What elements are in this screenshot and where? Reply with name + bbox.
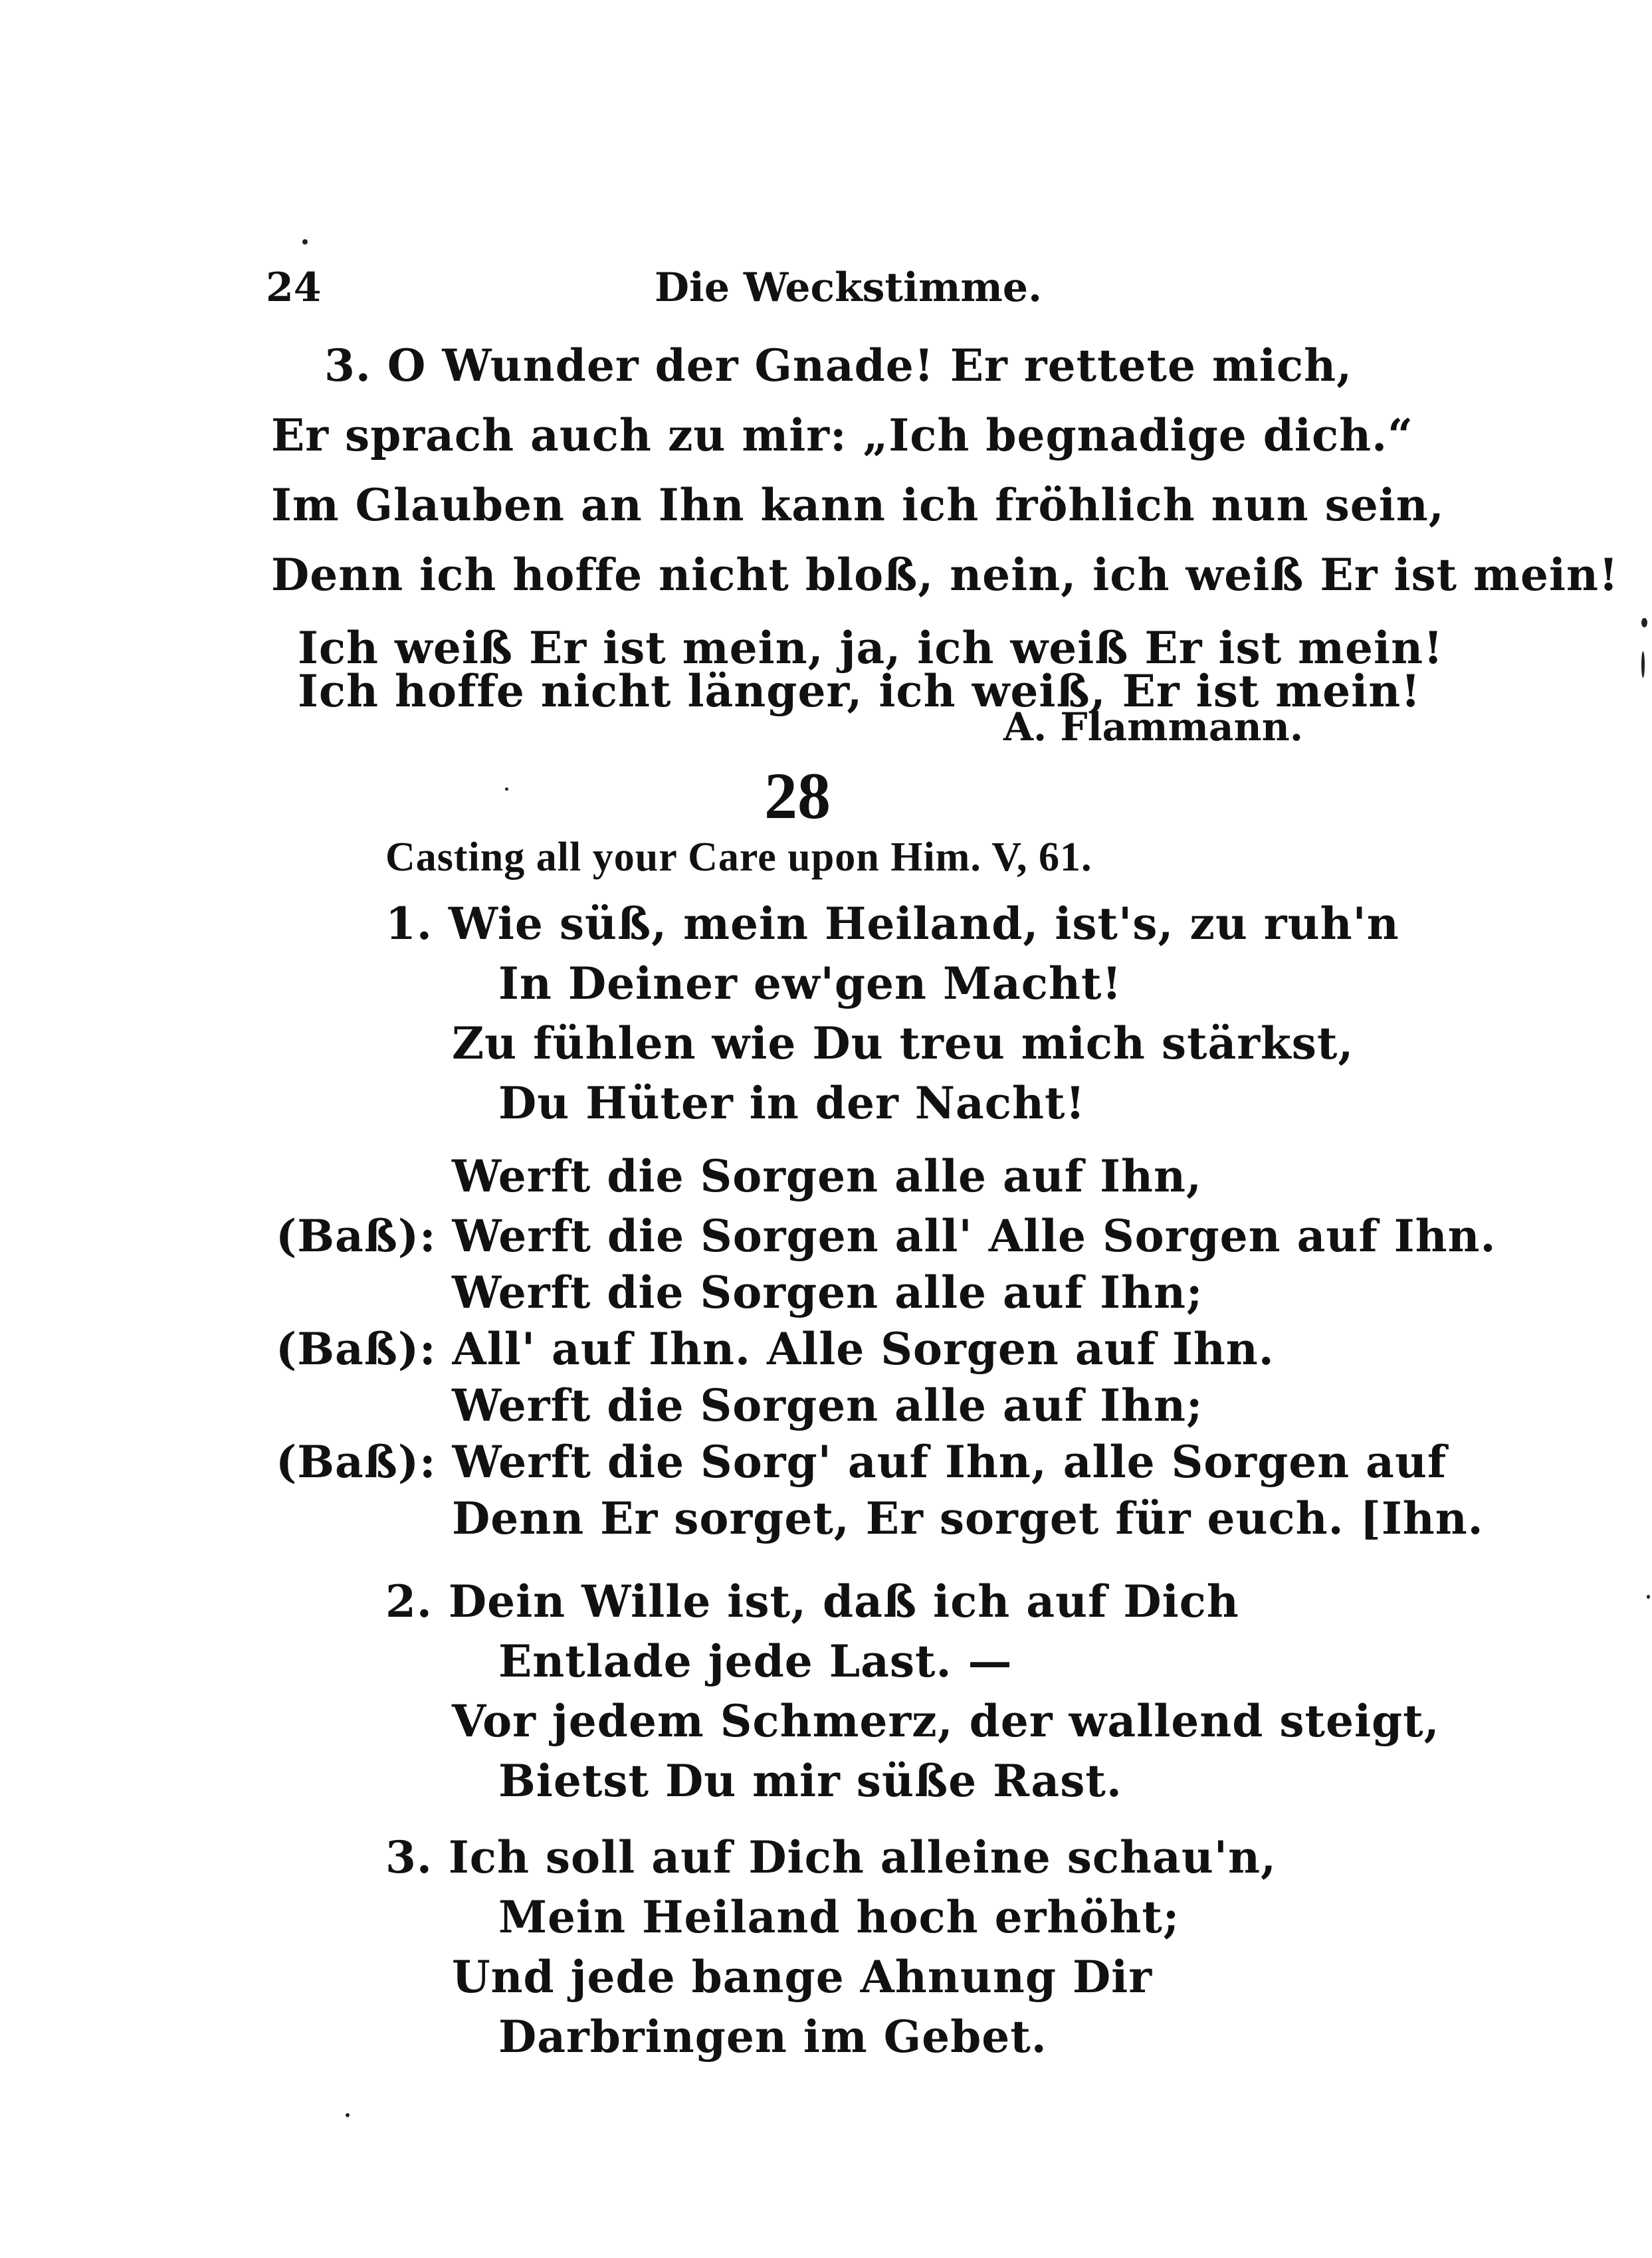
print-speck <box>1641 618 1647 627</box>
verse-line: Und jede bange Ahnung Dir <box>452 1951 1153 2003</box>
chorus-line: Werft die Sorgen alle auf Ihn, <box>452 1150 1202 1202</box>
verse-line: Denn ich hoffe nicht bloß, nein, ich weiß Er ist mein! <box>271 549 1619 601</box>
verse-line: Du Hüter in der Nacht! <box>498 1077 1086 1129</box>
print-speck <box>346 2113 350 2117</box>
chorus-line: (Baß): All' auf Ihn. Alle Sorgen auf Ihn. <box>276 1323 1275 1375</box>
chorus-line: (Baß): Werft die Sorgen all' Alle Sorgen auf Ihn. <box>276 1210 1497 1262</box>
verse-line: Im Glauben an Ihn kann ich fröhlich nun sein, <box>271 479 1445 531</box>
print-speck <box>1647 1595 1650 1599</box>
verse-line: 2. Dein Wille ist, daß ich auf Dich <box>385 1576 1239 1627</box>
verse-line: Zu fühlen wie Du treu mich stärkst, <box>452 1017 1354 1069</box>
verse-line: In Deiner ew'gen Macht! <box>498 958 1122 1009</box>
print-speck <box>302 239 308 245</box>
chorus-line: (Baß): Werft die Sorg' auf Ihn, alle Sorgen auf <box>276 1436 1447 1488</box>
print-speck <box>1641 651 1645 678</box>
author-credit: A. Flammann. <box>1003 704 1304 750</box>
chorus-line: Werft die Sorgen alle auf Ihn; <box>452 1267 1203 1318</box>
verse-line: 3. Ich soll auf Dich alleine schau'n, <box>385 1831 1277 1883</box>
verse-line: Entlade jede Last. — <box>498 1635 1013 1687</box>
verse-line: Bietst Du mir süße Rast. <box>498 1755 1122 1807</box>
verse-line: Darbringen im Gebet. <box>498 2011 1047 2063</box>
chorus-line: Werft die Sorgen alle auf Ihn; <box>452 1380 1203 1431</box>
chorus-line: Denn Er sorget, Er sorget für euch. [Ihn. <box>452 1492 1484 1544</box>
hymn-english-title: Casting all your Care upon Him. V, 61. <box>385 835 1092 880</box>
page-number: 24 <box>266 264 322 311</box>
verse-line: Vor jedem Schmerz, der wallend steigt, <box>452 1695 1440 1747</box>
verse-line: Mein Heiland hoch erhöht; <box>498 1891 1180 1943</box>
running-title: Die Weckstimme. <box>655 264 1042 311</box>
verse-line: 1. Wie süß, mein Heiland, ist's, zu ruh'n <box>385 898 1399 950</box>
hymn-number: 28 <box>764 759 831 833</box>
refrain-line: Ich hoffe nicht länger, ich weiß, Er ist mein! <box>298 665 1421 717</box>
print-speck <box>505 787 508 791</box>
verse-line: Er sprach auch zu mir: „Ich begnadige dich.“ <box>271 409 1414 461</box>
refrain-line: Ich weiß Er ist mein, ja, ich weiß Er ist mein! <box>298 622 1444 674</box>
verse-line: 3. O Wunder der Gnade! Er rettete mich, <box>324 340 1353 391</box>
